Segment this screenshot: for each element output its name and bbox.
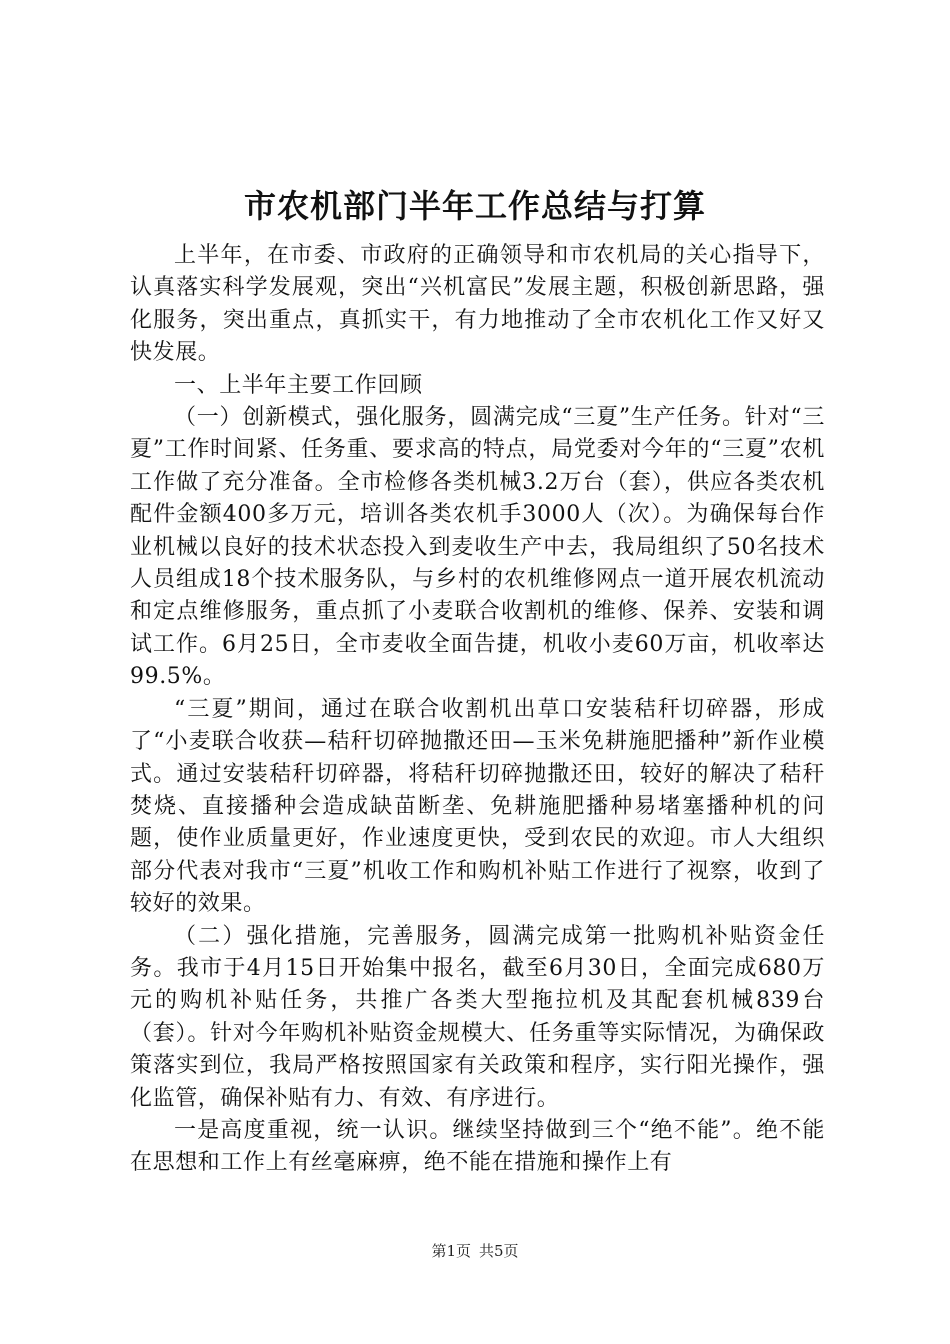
paragraph-intro: 上半年，在市委、市政府的正确领导和市农机局的关心指导下，认真落实科学发展观，突出“兴机富民”发展主题，积极创新思路，强化服务，突出重点，真抓实干，有力地推动了全市农机化工作又好又快发展。 [130,243,825,366]
document-title: 市农机部门半年工作总结与打算 [243,187,706,225]
paragraph-subsidy-task: （二）强化措施，完善服务，圆满完成第一批购机补贴资金任务。我市于4月15日开始集中报名，截至6月30日，全面完成680万元的购机补贴任务，共推广各类大型拖拉机及其配套机械839台（套）。针对今年购机补贴资金规模大、任务重等实际情况，为确保政策落实到位，我局严格按照国家有关政策和程序，实行阳光操作，强化监管，确保补贴有力、有效、有序进行。 [130,923,825,1111]
page-total: 共5页 [479,1242,519,1260]
page-footer [0,1240,950,1262]
page-number: 第1页 [431,1242,471,1260]
paragraph-high-attention: 一是高度重视，统一认识。继续坚持做到三个“绝不能”。绝不能在思想和工作上有丝毫麻痹，绝不能在措施和操作上有 [130,1117,825,1176]
paragraph-sanxia-production: （一）创新模式，强化服务，圆满完成“三夏”生产任务。针对“三夏”工作时间紧、任务重、要求高的特点，局党委对今年的“三夏”农机工作做了充分准备。全市检修各类机械3.2万台（套），供应各类农机配件金额400多万元，培训各类农机手3000人（次）。为确保每台作业机械以良好的技术状态投入到麦收生产中去，我局组织了50名技术人员组成18个技术服务队，与乡村的农机维修网点一道开展农机流动和定点维修服务，重点抓了小麦联合收割机的维修、保养、安装和调试工作。6月25日，全市麦收全面告捷，机收小麦60万亩，机收率达99.5%。 [130,405,825,690]
paragraph-new-operation-mode: “三夏”期间，通过在联合收割机出草口安装秸秆切碎器，形成了“小麦联合收获—秸秆切碎抛撒还田—玉米免耕施肥播种”新作业模式。通过安装秸秆切碎器，将秸秆切碎抛撒还田，较好的解决了秸秆焚烧、直接播种会造成缺苗断垄、免耕施肥播种易堵塞播种机的问题，使作业质量更好，作业速度更快，受到农民的欢迎。市人大组织部分代表对我市“三夏”机收工作和购机补贴工作进行了视察，收到了较好的效果。 [130,696,825,917]
section-heading-review: 一、上半年主要工作回顾 [174,372,423,398]
document-body [130,240,825,1180]
